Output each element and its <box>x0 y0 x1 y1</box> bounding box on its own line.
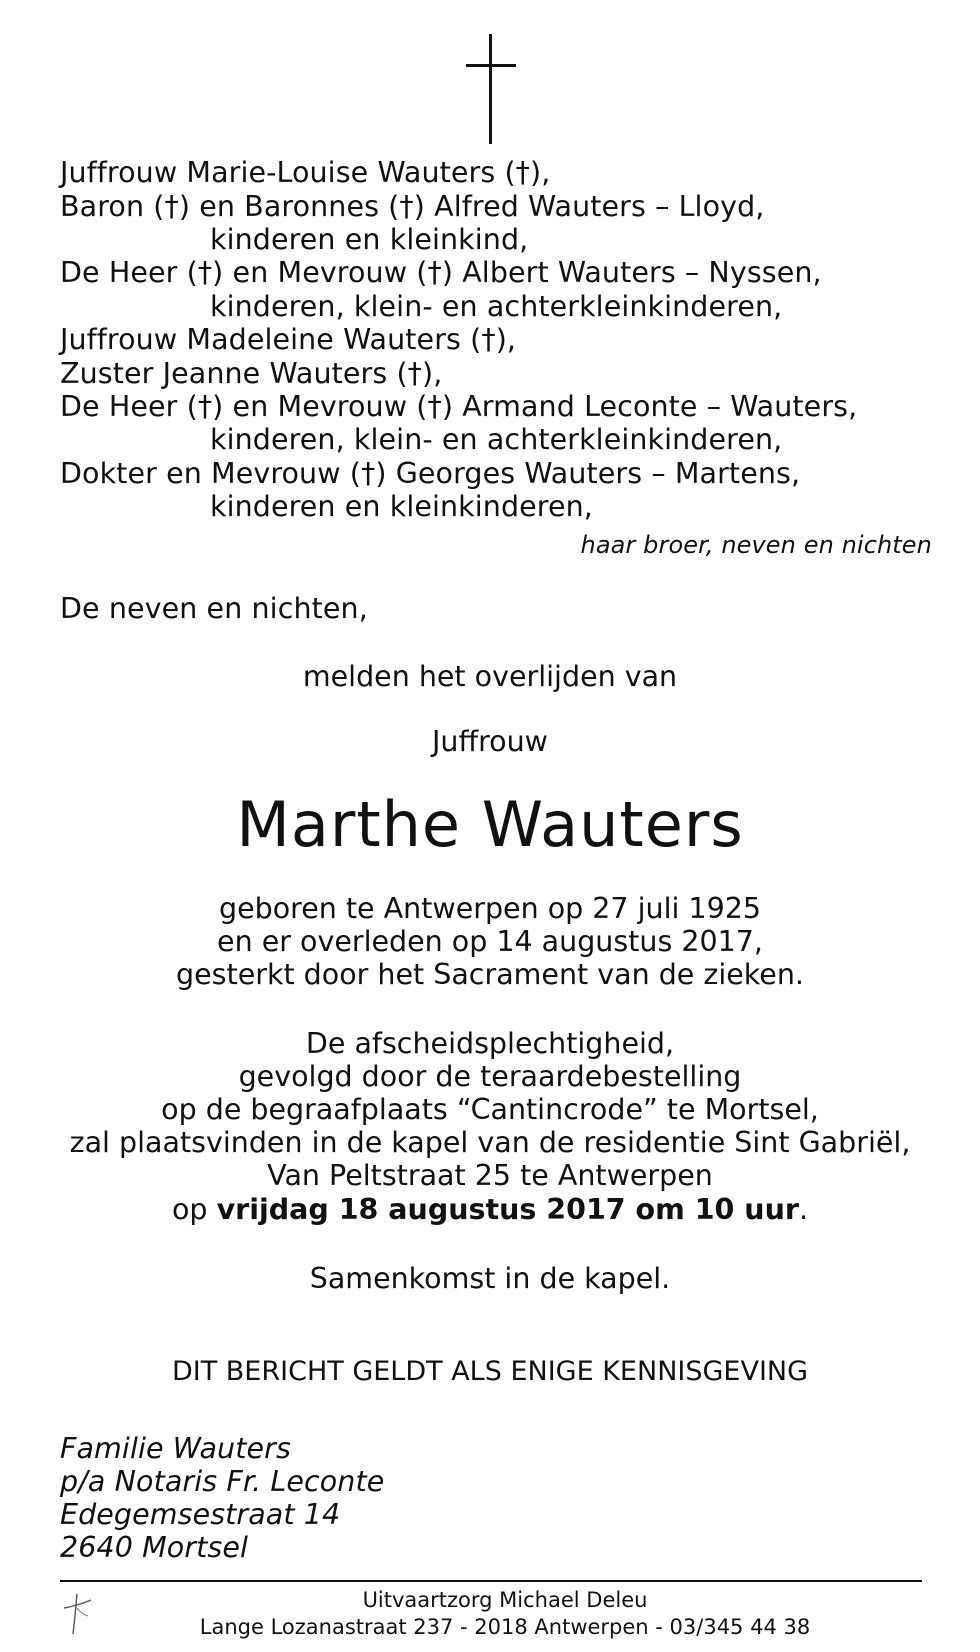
family-line: kinderen, klein- en achterkleinkinderen, <box>210 423 783 456</box>
gathering-note: Samenkomst in de kapel. <box>309 1262 671 1295</box>
announcement-intro: melden het overlijden van <box>302 660 678 693</box>
contact-line: 2640 Mortsel <box>60 1531 249 1564</box>
ceremony-line: op de begraafplaats “Cantincrode” te Mortsel, <box>161 1093 819 1126</box>
family-line: Dokter en Mevrouw (†) Georges Wauters – Martens, <box>60 457 801 490</box>
family-line: Juffrouw Marie-Louise Wauters (†), <box>60 156 551 189</box>
family-line: kinderen en kleinkinderen, <box>210 490 593 523</box>
contact-line: p/a Notaris Fr. Leconte <box>60 1465 385 1498</box>
family-line: kinderen en kleinkind, <box>210 223 529 256</box>
family-line: Zuster Jeanne Wauters (†), <box>60 357 443 390</box>
family-relation: haar broer, neven en nichten <box>580 531 932 559</box>
family-line: kinderen, klein- en achterkleinkinderen, <box>210 290 783 323</box>
ceremony-line: zal plaatsvinden in de kapel van de residentie Sint Gabriël, <box>69 1126 911 1159</box>
ceremony-date-prefix: op <box>172 1193 208 1226</box>
family-line: Baron (†) en Baronnes (†) Alfred Wauters – Lloyd, <box>60 190 765 223</box>
sacrament-detail: gesterkt door het Sacrament van de zieken. <box>176 958 804 991</box>
family-line: De Heer (†) en Mevrouw (†) Armand Leconte – Wauters, <box>60 390 858 423</box>
cousins-line: De neven en nichten, <box>60 592 368 625</box>
deceased-title: Juffrouw <box>431 725 548 758</box>
contact-line: Familie Wauters <box>60 1432 291 1465</box>
ceremony-line: gevolgd door de teraardebestelling <box>238 1060 742 1093</box>
ceremony-line: De afscheidsplechtigheid, <box>305 1027 675 1060</box>
ceremony-line: Van Peltstraat 25 te Antwerpen <box>267 1159 713 1192</box>
death-detail: en er overleden op 14 augustus 2017, <box>217 925 763 958</box>
birth-detail: geboren te Antwerpen op 27 juli 1925 <box>218 892 762 925</box>
notice-statement: DIT BERICHT GELDT ALS ENIGE KENNISGEVING <box>171 1356 809 1387</box>
family-line: Juffrouw Madeleine Wauters (†), <box>60 323 517 356</box>
ceremony-date-suffix: . <box>798 1193 808 1226</box>
undertaker-name: Uitvaartzorg Michael Deleu <box>362 1588 648 1612</box>
cross-icon <box>466 34 516 144</box>
ceremony-date-bold: vrijdag 18 augustus 2017 om 10 uur <box>216 1193 799 1226</box>
contact-line: Edegemsestraat 14 <box>60 1498 341 1531</box>
divider <box>60 1580 922 1582</box>
family-line: De Heer (†) en Mevrouw (†) Albert Wauters – Nyssen, <box>60 256 822 289</box>
undertaker-logo-icon <box>62 1590 92 1636</box>
ceremony-date <box>0 1193 980 1227</box>
undertaker-address: Lange Lozanastraat 237 - 2018 Antwerpen - 03/345 44 38 <box>199 1615 811 1639</box>
deceased-name: Marthe Wauters <box>236 788 744 861</box>
